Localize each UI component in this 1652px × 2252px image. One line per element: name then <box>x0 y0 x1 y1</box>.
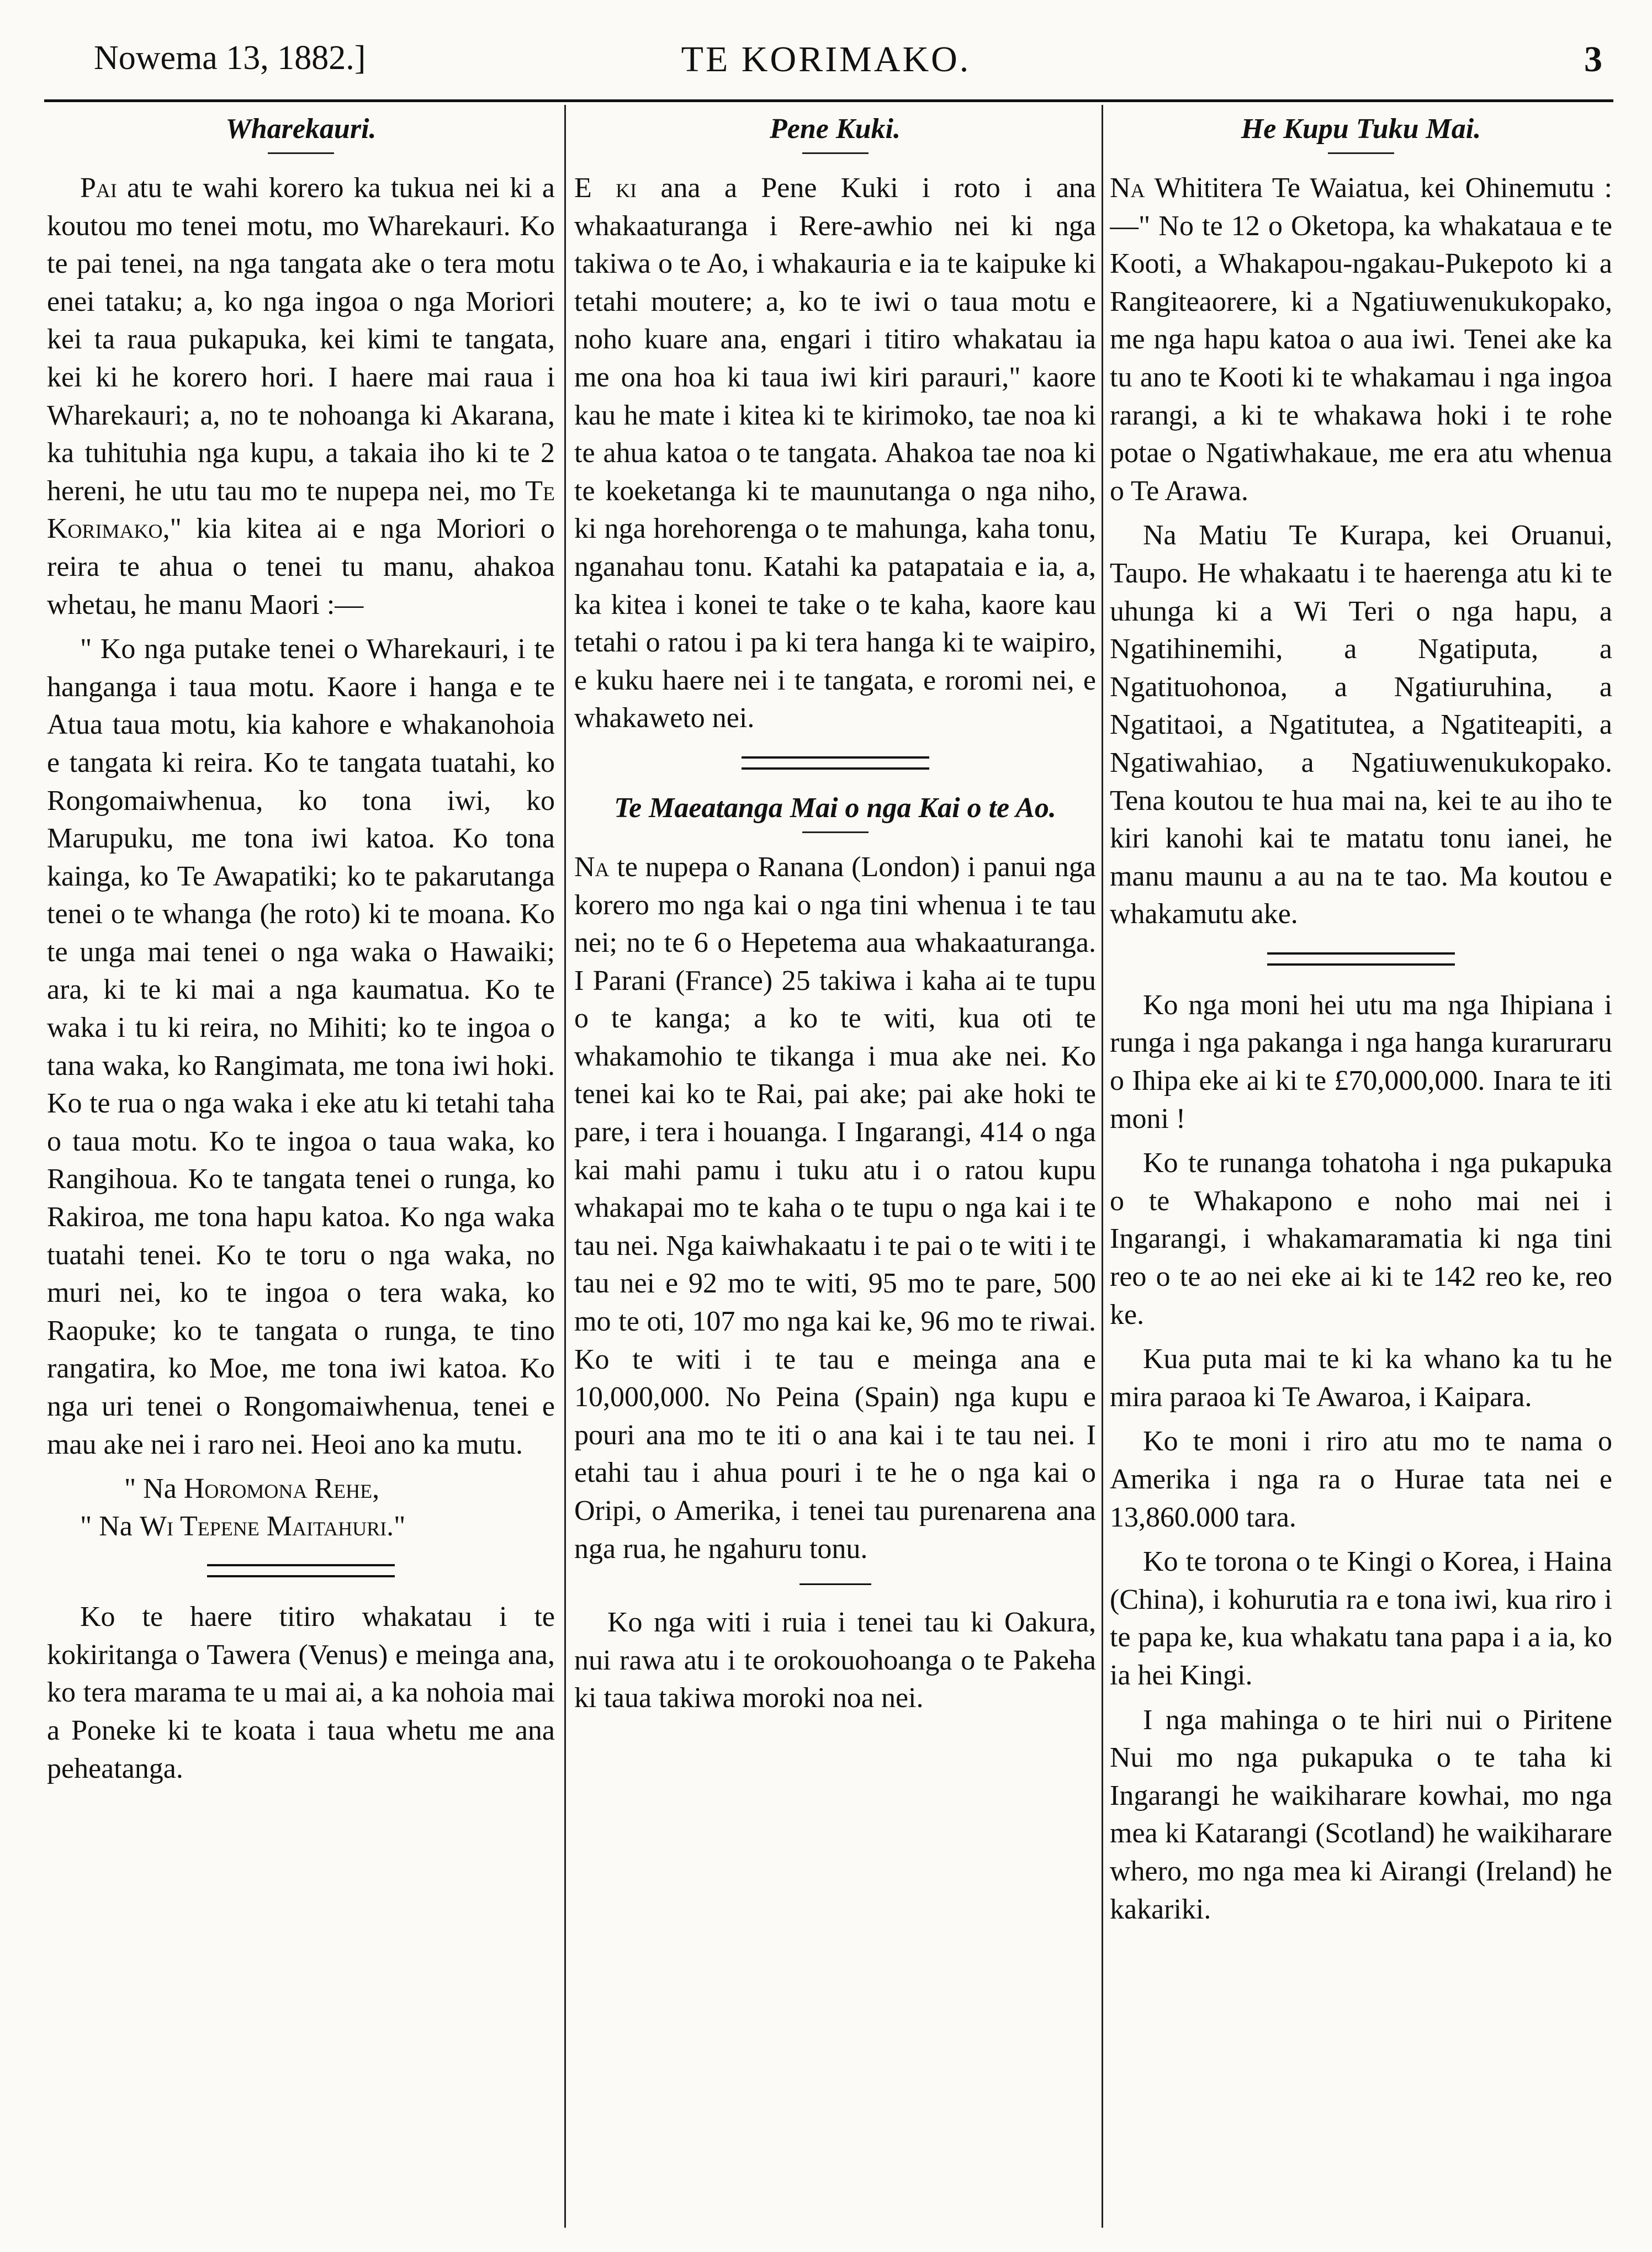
article-paragraph <box>1110 169 1612 510</box>
paragraph-text: Whititera Te Waiatua, kei Ohinemutu :—" No te 12 o Oketopa, ka whakataua e te Kooti, a Whakapou-ngakau-Pukepoto ki a Rangiteaorere, ki a Ngatiuwenukukopako, me nga hapu katoa o aua iwi. Tenei ake ka tu ano te Kooti ki te whakamau i nga ingoa rarangi, a ki te whakawa hoki i te rohe potae o Ngatiwhakaue, me era atu whenua o Te Arawa. <box>1110 172 1612 507</box>
signature-prefix: " Na <box>124 1473 184 1505</box>
article-paragraph: Ko nga witi i ruia i tenei tau ki Oakura, nui rawa atu i te orokouohoanga o te Pakeha ki taua takiwa moroki noa nei. <box>574 1607 1096 1714</box>
section-double-rule <box>207 1564 395 1577</box>
article-heading: Te Maeatanga Mai o nga Kai o te Ao. <box>614 792 1056 824</box>
paragraph-text: te nupepa o Ranana (London) i panui nga korero mo nga kai o nga tini whenua i te tau nei; no te 6 o Hepetema aua whakaaturanga. I Parani (France) 25 takiwa i kaha ai te tupu o te kanga; a ko te witi, kua oti te whakamohio te tikanga i mua ake nei. Ko tenei kai ko te Rai, pai ake; pai ake hoki te pare, i tera i houanga. I Ingarangi, 414 o nga kai mahi pamu i tuku atu i o ratou kupu whakapai mo te kaha o te tupu o nga kai i te tau nei. Nga kaiwhakaatu i te pai o te witi i te tau nei e 92 mo te witi, 95 mo te pare, 500 mo te oti, 107 mo nga kai ke, 96 mo te riwai. Ko te witi i te tau e meinga ana e 10,000,000. No Peina (Spain) nga kupu e pouri ana mo te iti o ana kai i te tau nei. I etahi tau i ahua pouri i te he o nga kai o Oripi, o Amerika, i tenei tau purenarena ana nga rua, he ngahuru tonu. <box>574 851 1096 1565</box>
paper-name: Te Korimako <box>47 475 555 545</box>
page-number: 3 <box>1584 39 1602 80</box>
signature-suffix: ." <box>386 1511 406 1543</box>
article-heading: He Kupu Tuku Mai. <box>1241 113 1481 145</box>
news-item: Ko te moni i riro atu mo te nama o Amerika i nga ra o Hurae tata nei e 13,860.000 tara. <box>1110 1426 1612 1533</box>
column-1 <box>47 110 555 2225</box>
column-divider <box>1102 105 1103 2228</box>
news-item: Ko te torona o te Kingi o Korea, i Haina (China), i kohurutia ra e tona iwi, kua riro i te papa ke, kua whakatu tana papa i a ia, ko ia hei Kingi. <box>1110 1546 1612 1691</box>
article-heading: Pene Kuki. <box>770 113 901 145</box>
section-double-rule <box>742 756 929 770</box>
signature-name: Horomona Rehe <box>183 1473 373 1505</box>
signature-line <box>47 1470 555 1508</box>
paragraph-text: ana a Pene Kuki i roto i ana whakaaturanga i Rere-awhio nei ki nga takiwa o te Ao, i whakauria e ia te kaipuke ki tetahi moutere; a, ko te iwi o taua motu e noho kuare ana, engari i titiro whakatau ia me ona hoa ki taua iwi kiri parauri," kaore kau he mate i kitea ki te kirimoko, tae noa ki te ahua katoa o te tangata. Ahakoa tae noa ki te koeketanga ki te maunutanga o nga niho, ki nga horehorenga o te mahunga, kaha tonu, nganahau tonu. Katahi ka patapataia e ia, a, ka kitea i konei te take o te kaha, kaore kau tetahi o ratou i pa ki tera hanga ki te waipiro, e kuku haere nei i te tangata, e roromi nei, e whakaweto nei. <box>574 172 1096 734</box>
heading-rule <box>268 152 334 154</box>
heading-rule <box>802 152 869 154</box>
news-item: Kua puta mai te ki ka whano ka tu he mira paraoa ki Te Awaroa, i Kaipara. <box>1110 1343 1612 1413</box>
section-rule <box>799 1583 871 1585</box>
article-paragraph <box>47 169 555 624</box>
news-item: Ko nga moni hei utu ma nga Ihipiana i runga i nga pakanga i nga hanga kuraruraru o Ihipa eke ai ki te £70,000,000. Inara te iti moni ! <box>1110 989 1612 1135</box>
news-item: Ko te runanga tohatoha i nga pukapuka o te Whakapono e noho mai nei i Ingarangi, i whakamaramatia ki nga tini reo o te ao nei eke ai ki te 142 reo ke, reo ke. <box>1110 1147 1612 1331</box>
article-paragraph: " Ko nga putake tenei o Wharekauri, i te hanganga i taua motu. Kaore i hanga e te Atua taua motu, kia kahore e whakanohoia e tangata ki reira. Ko te tangata tuatahi, ko Rongomaiwhenua, ko tona iwi, ko Marupuku, me tona iwi katoa. Ko tona kainga, ko Te Awapatiki; ko te pakarutanga tenei o te whanga (he roto) ki te moana. Ko te unga mai tenei o nga waka o Hawaiki; ara, ki te ki mai a nga kaumatua. Ko te waka i tu ki reira, no Mihiti; ko te ingoa o tana waka, ko Rangimata, me tona iwi hoki. Ko te rua o nga waka i eke atu ki tetahi taha o taua motu. Ko te ingoa o taua waka, ko Rangihoua. Ko te tangata tenei o runga, ko Rakiroa, me tona hapu katoa. Ko nga waka tuatahi tenei. Ko te toru o nga waka, no muri nei, ko te ingoa o tera waka, ko Raopuke; ko te tangata o runga, te tino rangatira, ko Moe, me tona iwi katoa. Ko nga uri tenei o Rongomaiwhenua, tenei e mau ake nei i raro nei. Heoi ano ka mutu. <box>47 633 555 1460</box>
news-item: I nga mahinga o te hiri nui o Piritene Nui mo nga pukapuka o te taha ki Ingarangi he waikiharare kowhai, mo nga mea ki Katarangi (Scotland) he waikiharare whero, mo nga mea ki Airangi (Ireland) he kakariki. <box>1110 1704 1612 1925</box>
issue-date: Nowema 13, 1882.] <box>94 39 366 77</box>
section-double-rule <box>1267 952 1455 966</box>
signature-suffix: , <box>372 1473 380 1505</box>
column-2 <box>574 110 1096 2225</box>
lead-word: Na <box>574 851 610 883</box>
column-3 <box>1110 110 1612 2225</box>
signature-line <box>47 1508 555 1545</box>
lead-word: Pai <box>80 172 117 204</box>
article-paragraph: Na Matiu Te Kurapa, kei Oruanui, Taupo. He whakaatu i te haerenga atu ki te uhunga ki a Wi Teri o nga hapu, a Ngatihinemihi, a Ngatiputa, a Ngatituohonoa, a Ngatiuruhina, a Ngatitaoi, a Ngatitutea, a Ngatiteapiti, a Ngatiwahiao, a Ngatiuwenukukopako. Tena koutou te hua mai na, kei te au iho te kiri kanohi kai te matatu tonu ianei, he manu maunu a au na te tao. Ma koutou e whakamutu ake. <box>1110 520 1612 930</box>
masthead-title: TE KORIMAKO. <box>681 39 971 80</box>
paragraph-text: ," kia kitea ai e nga Moriori o reira te ahua o tenei tu manu, ahakoa whetau, he manu Maori :— <box>47 513 555 621</box>
page-header <box>33 28 1619 94</box>
signature-prefix: " Na <box>80 1511 140 1543</box>
column-divider <box>564 105 566 2228</box>
signature-name: Wi Tepene Maitahuri <box>139 1511 387 1543</box>
heading-rule <box>802 831 869 833</box>
article-paragraph: Ko te haere titiro whakatau i te kokiritanga o Tawera (Venus) e meinga ana, ko tera marama te u mai ai, a ka nohoia mai a Poneke ki te koata i taua whetu me ana peheatanga. <box>47 1601 555 1784</box>
heading-rule <box>1328 152 1394 154</box>
article-heading: Wharekauri. <box>225 113 377 145</box>
paragraph-text: atu te wahi korero ka tukua nei ki a koutou mo tenei motu, mo Wharekauri. Ko te pai tenei, na nga tangata ake o tera motu enei tataku; a, ko nga ingoa o nga Moriori kei ta raua pukapuka, kei kimi te tangata, kei ki he korero hori. I haere mai raua i Wharekauri; a, no te nohoanga ki Akarana, ka tuhituhia nga kupu, a takaia iho ki te 2 hereni, he utu tau mo te nupepa nei, mo <box>47 172 555 507</box>
lead-word: Na <box>1110 172 1145 204</box>
lead-word: E ki <box>574 172 637 204</box>
header-rule <box>44 99 1613 102</box>
article-paragraph <box>574 169 1096 738</box>
article-paragraph <box>574 849 1096 1568</box>
